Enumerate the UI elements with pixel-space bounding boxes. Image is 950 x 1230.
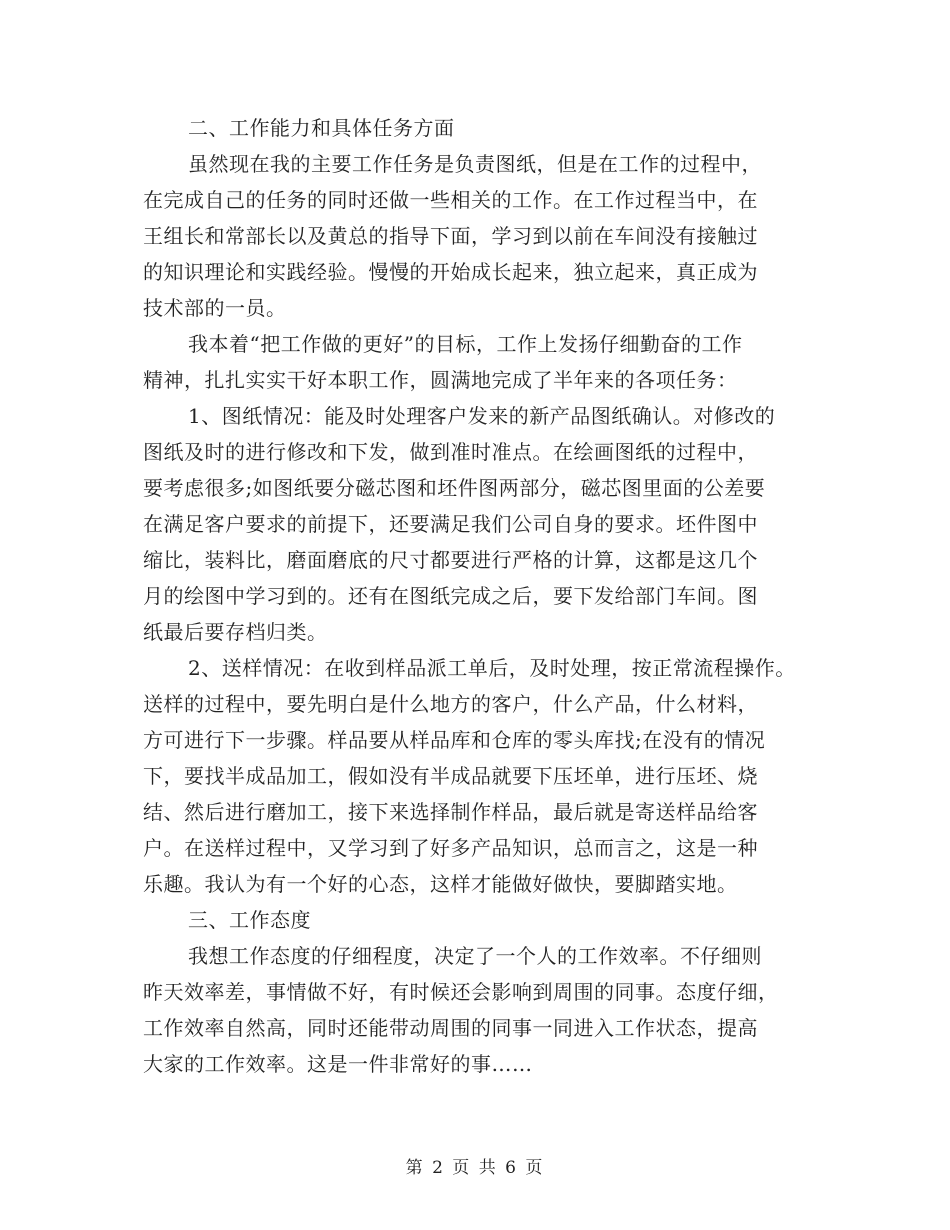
paragraph-line: 下，要找半成品加工，假如没有半成品就要下压坯单，进行压坯、烧 [143,764,758,788]
paragraph-line: 方可进行下一步骤。样品要从样品库和仓库的零头库找;在没有的情况 [143,728,766,752]
paragraph-line: 技术部的一员。 [143,296,287,320]
section-heading: 二、工作能力和具体任务方面 [188,116,455,140]
section-heading: 三、工作态度 [188,908,311,932]
paragraph-line: 王组长和常部长以及黄总的指导下面，学习到以前在车间没有接触过 [143,224,758,248]
paragraph-line: 的知识理论和实践经验。慢慢的开始成长起来，独立起来，真正成为 [143,260,758,284]
paragraph-line: 精神，扎扎实实干好本职工作，圆满地完成了半年来的各项任务： [143,368,738,392]
paragraph-line: 在完成自己的任务的同时还做一些相关的工作。在工作过程当中，在 [143,188,758,212]
paragraph-line: 送样的过程中，要先明白是什么地方的客户，什么产品，什么材料， [143,692,758,716]
paragraph-line: 缩比，装料比，磨面磨底的尺寸都要进行严格的计算，这都是这几个 [143,548,758,572]
paragraph-line: 结、然后进行磨加工，接下来选择制作样品，最后就是寄送样品给客 [143,800,758,824]
paragraph-line: 2、送样情况：在收到样品派工单后，及时处理，按正常流程操作。 [188,656,796,680]
paragraph-line: 虽然现在我的主要工作任务是负责图纸，但是在工作的过程中， [188,152,762,176]
page-number-footer: 第 2 页 共 6 页 [405,1158,545,1178]
paragraph-line: 纸最后要存档归类。 [143,620,328,644]
paragraph-line: 我想工作态度的仔细程度，决定了一个人的工作效率。不仔细则 [188,944,762,968]
document-body [143,110,833,1082]
paragraph-line: 要考虑很多;如图纸要分磁芯图和坯件图两部分，磁芯图里面的公差要 [143,476,766,500]
paragraph-line: 我本着“把工作做的更好”的目标，工作上发扬仔细勤奋的工作 [188,332,743,356]
paragraph-line: 工作效率自然高，同时还能带动周围的同事一同进入工作状态，提高 [143,1016,758,1040]
paragraph-line: 月的绘图中学习到的。还有在图纸完成之后，要下发给部门车间。图 [143,584,758,608]
paragraph-line: 在满足客户要求的前提下，还要满足我们公司自身的要求。坯件图中 [143,512,758,536]
paragraph-line: 户。在送样过程中，又学习到了好多产品知识，总而言之，这是一种 [143,836,758,860]
paragraph-line: 大家的工作效率。这是一件非常好的事…… [143,1052,533,1076]
paragraph-line: 1、图纸情况：能及时处理客户发来的新产品图纸确认。对修改的 [188,404,776,428]
paragraph-line: 图纸及时的进行修改和下发，做到准时准点。在绘画图纸的过程中， [143,440,758,464]
paragraph-line: 昨天效率差，事情做不好，有时候还会影响到周围的同事。态度仔细， [143,980,779,1004]
paragraph-line: 乐趣。我认为有一个好的心态，这样才能做好做快，要脚踏实地。 [143,872,738,896]
